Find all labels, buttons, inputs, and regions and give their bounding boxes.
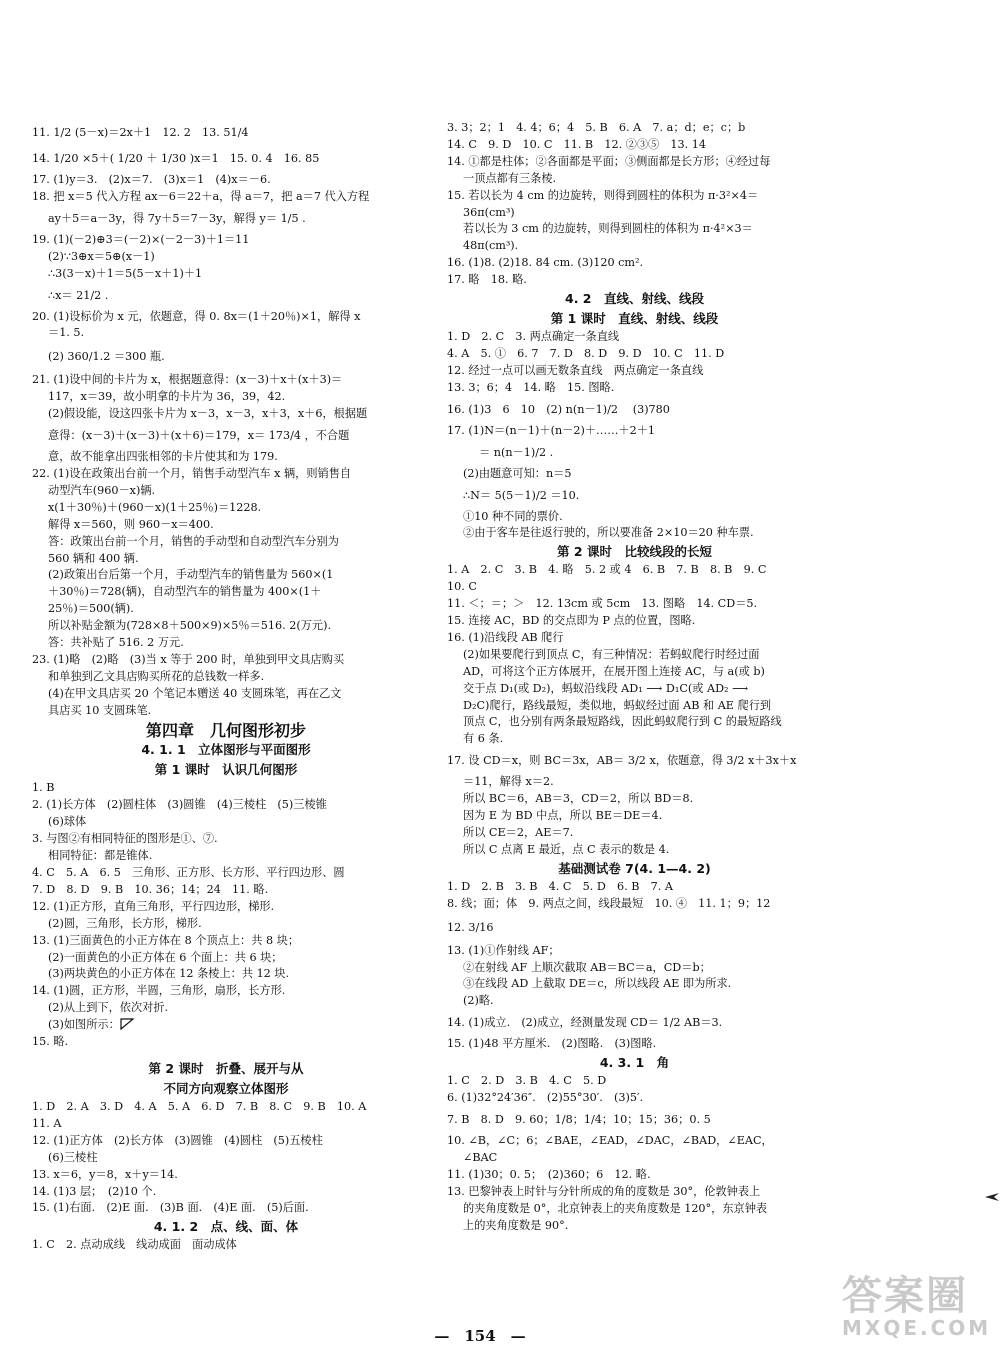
answer-line: 12. 3/16: [447, 920, 494, 934]
fold-figure-icon: [120, 1018, 134, 1030]
answer-line: 15. (1)48 平方厘米. (2)图略. (3)图略.: [447, 1037, 657, 1051]
answer-line: 4. A 5. ① 6. 7 7. D 8. D 9. D 10. C 11. D: [447, 346, 725, 360]
answer-line: (4)在甲文具店买 20 个笔记本赠送 40 支圆珠笔，再在乙文: [48, 686, 342, 700]
section-heading: 第 2 课时 比较线段的长短: [557, 544, 712, 560]
answer-line: 具店买 10 支圆珠笔.: [48, 703, 152, 717]
answer-line: 1. C 2. D 3. B 4. C 5. D: [447, 1074, 607, 1088]
answer-line: x(1＋30％)＋(960－x)(1＋25％)＝1228.: [48, 500, 262, 514]
answer-line: 1. B: [32, 781, 55, 795]
answer-line: ay＋5＝a－3y，得 7y＋5＝7－3y，解得 y＝ 1/5 .: [48, 211, 306, 225]
answer-line: 13. (1)①作射线 AF；: [447, 943, 560, 957]
answer-line: ＝1. 5.: [48, 326, 85, 340]
answer-line: (2)假设能，设这四张卡片为 x－3，x－3，x＋3，x＋6，根据题: [48, 407, 368, 421]
answer-line: (3)如图所示：: [32, 1017, 420, 1034]
answer-line: 20. (1)设标价为 x 元，依题意，得 0. 8x＝(1＋20％)×1，解得 x: [32, 309, 361, 323]
answer-line: (2)从上到下，依次对折.: [48, 1001, 169, 1015]
answer-line: 23. (1)略 (2)略 (3)当 x 等于 200 时，单独到甲文具店购买: [32, 652, 345, 666]
answer-line: 17. 略 18. 略.: [447, 273, 527, 287]
answer-line: (2)政策出台后第一个月，手动型汽车的销售量为 560×(1: [48, 568, 334, 582]
answer-line: 16. (1)8. (2)18. 84 cm. (3)120 cm².: [447, 256, 644, 270]
answer-line: 2. (1)长方体 (2)圆柱体 (3)圆锥 (4)三棱柱 (5)三棱锥: [32, 798, 327, 812]
answer-line: (6)球体: [48, 815, 87, 829]
answer-line: 560 辆和 400 辆.: [48, 551, 139, 565]
answer-line: 14. C 9. D 10. C 11. B 12. ②③⑤ 13. 14: [447, 137, 707, 151]
answer-line: 13. 3；6；4 14. 略 15. 图略.: [447, 380, 615, 394]
answer-line: 意得：(x－3)＋(x－3)＋(x＋6)＝179，x＝ 173/4 ，不合题: [48, 429, 350, 443]
answer-line: 14. ①都是柱体；②各面都是平面；③侧面都是长方形；④经过每: [447, 154, 771, 168]
answer-line: 的夹角度数是 0°，北京钟表上的夹角度数是 120°，东京钟表: [463, 1201, 768, 1215]
right-column: [447, 120, 822, 1234]
answer-line: 所以 BC＝6，AB＝3，CD＝2，所以 BD＝8.: [463, 792, 694, 806]
answer-line: ＝11，解得 x＝2.: [463, 775, 554, 789]
answer-line: 所以 C 点离 E 最近，点 C 表示的数是 4.: [463, 842, 670, 856]
answer-line: 7. D 8. D 9. B 10. 36；14；24 11. 略.: [32, 882, 269, 896]
watermark-top-text: 答案圈: [842, 1273, 968, 1319]
answer-line: 16. (1)沿线段 AB 爬行: [447, 630, 564, 644]
answer-line: (2)圆，三角形，长方形，梯形.: [48, 916, 202, 930]
answer-line: 14. (1)圆，正方形，半圆，三角形，扇形，长方形.: [32, 984, 286, 998]
answer-line: 25％)＝500(辆).: [48, 602, 134, 616]
answer-line: 13. (1)三面黄色的小正方体在 8 个顶点上：共 8 块；: [32, 933, 300, 947]
answer-line: 11. A: [32, 1116, 62, 1130]
answer-line: 48π(cm³).: [463, 239, 519, 253]
answer-line: 3. 3；2；1 4. 4；6；4 5. B 6. A 7. a；d；e；c；b: [447, 121, 746, 134]
answer-line: 1. C 2. 点动成线 线动成面 面动成体: [32, 1238, 237, 1252]
answer-line: 答：政策出台前一个月，销售的手动型和自动型汽车分别为: [48, 534, 339, 548]
answer-line: ①10 种不同的票价.: [463, 509, 563, 523]
answer-line: 因为 E 为 BD 中点，所以 BE＝DE＝4.: [463, 809, 663, 823]
answer-line: 12. (1)正方形，直角三角形，平行四边形，梯形.: [32, 899, 275, 913]
answer-line: (6)三棱柱: [48, 1150, 98, 1164]
answer-line: 15. 若以长为 4 cm 的边旋转，则得到圆柱的体积为 π·3²×4＝: [447, 188, 759, 202]
answer-line: 15. 连接 AC，BD 的交点即为 P 点的位置，图略.: [447, 614, 696, 628]
answer-line: 18. 把 x＝5 代入方程 ax－6＝22＋a，得 a＝7，把 a＝7 代入方程: [32, 189, 370, 203]
answer-line: 若以长为 3 cm 的边旋转，则得到圆柱的体积为 π·4²×3＝: [463, 222, 753, 236]
answer-line: 交于点 D₁(或 D₂)，蚂蚁沿线段 AD₁ ⟶ D₁C(或 AD₂ ⟶: [463, 681, 749, 695]
answer-line: ∠BAC: [463, 1150, 498, 1164]
answer-line: 有 6 条.: [463, 732, 504, 746]
answer-line: 和单独到乙文具店购买所花的总钱数一样多.: [48, 669, 265, 683]
answer-line: 意，故不能拿出四张相邻的卡片使其和为 179.: [48, 450, 278, 464]
answer-line: ∴N＝ 5(5－1)/2 ＝10.: [463, 488, 580, 502]
answer-line: (2)一面黄色的小正方体在 6 个面上：共 6 块；: [48, 950, 283, 964]
answer-line: (2) 360/1.2 ＝300 瓶.: [48, 350, 165, 364]
answer-line: 22. (1)设在政策出台前一个月，销售手动型汽车 x 辆，则销售自: [32, 466, 352, 480]
answer-line: 11. 1/2 (5－x)＝2x＋1 12. 2 13. 51/4: [32, 126, 249, 139]
answer-line: 11. ＜；＝；＞ 12. 13cm 或 5cm 13. 图略 14. CD＝5.: [447, 597, 758, 611]
answer-line: 14. (1)成立. (2)成立，经测量发现 CD＝ 1/2 AB＝3.: [447, 1016, 723, 1030]
answer-line: 14. 1/20 ×5＋( 1/20 ＋ 1/30 )x＝1 15. 0. 4 16. 85: [32, 152, 320, 165]
answer-line: 答：共补贴了 516. 2 万元.: [48, 636, 184, 650]
section-heading: 第 1 课时 直线、射线、线段: [550, 311, 719, 327]
answer-line: ②在射线 AF 上顺次截取 AB＝BC＝a，CD＝b；: [463, 960, 711, 974]
section-heading: 4. 1. 2 点、线、面、体: [153, 1219, 299, 1235]
section-heading: 第 1 课时 认识几何图形: [154, 762, 298, 778]
watermark-logo: [842, 1273, 992, 1346]
spacer: [32, 1051, 420, 1059]
answer-line: 10. C: [447, 580, 477, 594]
left-column: [32, 120, 420, 1254]
answer-line: 8. 线；面；体 9. 两点之间，线段最短 10. ④ 11. 1；9；12: [447, 896, 771, 910]
answer-line: (2)略.: [463, 994, 494, 1008]
section-heading: 基础测试卷 7(4. 1—4. 2): [558, 860, 711, 876]
answer-line: 17. (1)y＝3. (2)x＝7. (3)x＝1 (4)x＝－6.: [32, 173, 271, 186]
answer-line: 117，x＝39，故小明拿的卡片为 36，39，42.: [48, 390, 286, 404]
answer-line: 6. (1)32°24′36″. (2)55°30′. (3)5′.: [447, 1091, 644, 1105]
section-heading: 4. 3. 1 角: [599, 1055, 670, 1071]
answer-line: (3)两块黄色的小正方体在 12 条棱上：共 12 块.: [48, 967, 290, 981]
answer-line: 12. 经过一点可以画无数条直线 两点确定一条直线: [447, 363, 704, 377]
section-heading: 不同方向观察立体图形: [163, 1080, 289, 1096]
section-heading: 第四章 几何图形初步: [145, 720, 306, 740]
answer-line: 7. B 8. D 9. 60；1/8；1/4；10；15；36；0. 5: [447, 1112, 711, 1126]
answer-line: 3. 与图②有相同特征的图形是①、⑦.: [32, 832, 218, 846]
answer-line: 17. 设 CD＝x，则 BC＝3x，AB＝ 3/2 x，依题意，得 3/2 x＋3x＋x: [447, 754, 797, 768]
answer-line: D₂C)爬行，路线最短，类似地，蚂蚁经过面 AB 和 AE 爬行到: [463, 698, 772, 712]
section-heading: 4. 1. 1 立体图形与平面图形: [141, 742, 311, 758]
section-heading: 4. 2 直线、射线、线段: [565, 291, 704, 307]
answer-line: 15. (1)右面. (2)E 面. (3)B 面. (4)E 面. (5)后面.: [32, 1201, 309, 1215]
answer-line: 一顶点都有三条棱.: [463, 171, 557, 185]
watermark-bottom-text: MXQE.COM: [842, 1316, 992, 1340]
answer-line: 15. 略.: [32, 1035, 69, 1049]
answer-line: 13. x＝6，y＝8，x＋y＝14.: [32, 1167, 178, 1181]
answer-line: 所以补贴金额为(728×8＋500×9)×5％＝516. 2(万元).: [48, 619, 332, 633]
answer-line: ∴3(3－x)＋1＝5(5－x＋1)＋1: [48, 266, 203, 280]
answer-line: 解得 x＝560，则 960－x＝400.: [48, 517, 214, 531]
answer-line: 16. (1)3 6 10 (2) n(n－1)/2 (3)780: [447, 402, 670, 416]
answer-line: 1. A 2. C 3. B 4. 略 5. 2 或 4 6. B 7. B 8. B 9. C: [447, 563, 767, 577]
answer-line: 1. D 2. C 3. 两点确定一条直线: [447, 330, 620, 344]
answer-line: ∴x＝ 21/2 .: [48, 288, 109, 302]
answer-line: 1. D 2. B 3. B 4. C 5. D 6. B 7. A: [447, 879, 673, 893]
answer-line: 14. (1)3 层； (2)10 个.: [32, 1184, 157, 1198]
answer-line: 10. ∠B，∠C；6；∠BAE，∠EAD，∠DAC，∠BAD，∠EAC，: [447, 1133, 773, 1147]
answer-line: 4. C 5. A 6. 5 三角形、正方形、长方形、平行四边形、圆: [32, 866, 345, 879]
answer-line: 17. (1)N＝(n－1)＋(n－2)＋……＋2＋1: [447, 423, 656, 437]
answer-line: 顶点 C，也分别有两条最短路线，因此蚂蚁爬行到 C 的最短路线: [463, 715, 782, 729]
answer-line: ③在线段 AD 上截取 DE＝c，所以线段 AE 即为所求.: [463, 977, 732, 991]
answer-line: 动型汽车(960－x)辆.: [48, 483, 156, 497]
answer-line: ②由于客车是往返行驶的，所以要准备 2×10＝20 种车票.: [463, 526, 754, 540]
answer-line: 11. (1)30；0. 5； (2)360；6 12. 略.: [447, 1167, 651, 1181]
answer-line: 21. (1)设中间的卡片为 x，根据题意得：(x－3)＋x＋(x＋3)＝: [32, 373, 343, 387]
answer-line: 上的夹角度数是 90°.: [463, 1218, 569, 1232]
answer-line: 13. 巴黎钟表上时针与分针所成的角的度数是 30°，伦敦钟表上: [447, 1184, 761, 1198]
page-number: — 154 —: [434, 1327, 526, 1345]
answer-line: 19. (1)(－2)⊕3＝(－2)×(－2－3)＋1＝11: [32, 232, 250, 246]
answer-line: AD，可将这个正方体展开，在展开图上连接 AC，与 a(或 b): [463, 664, 765, 678]
margin-arrow-icon: [985, 1193, 999, 1201]
answer-line: 12. (1)正方体 (2)长方体 (3)圆锥 (4)圆柱 (5)五棱柱: [32, 1133, 323, 1147]
answer-line: (2)由题意可知：n＝5: [463, 466, 572, 480]
answer-line: (2)∵3⊕x＝5⊕(x－1): [48, 249, 155, 263]
answer-line: 36π(cm³): [463, 205, 515, 219]
answer-line: 所以 CE＝2，AE＝7.: [463, 826, 574, 839]
answer-line: ＋30％)＝728(辆)，自动型汽车的销售量为 400×(1＋: [48, 585, 322, 599]
answer-line: ＝ n(n－1)/2 .: [479, 445, 554, 459]
answer-line: 相同特征：都是锥体.: [48, 849, 153, 863]
answer-line: (2)如果要爬行到顶点 C，有三种情况：若蚂蚁爬行时经过面: [463, 647, 760, 661]
section-heading: 第 2 课时 折叠、展开与从: [148, 1060, 304, 1076]
answer-line: 1. D 2. A 3. D 4. A 5. A 6. D 7. B 8. C 9. B 10. A: [32, 1099, 367, 1113]
